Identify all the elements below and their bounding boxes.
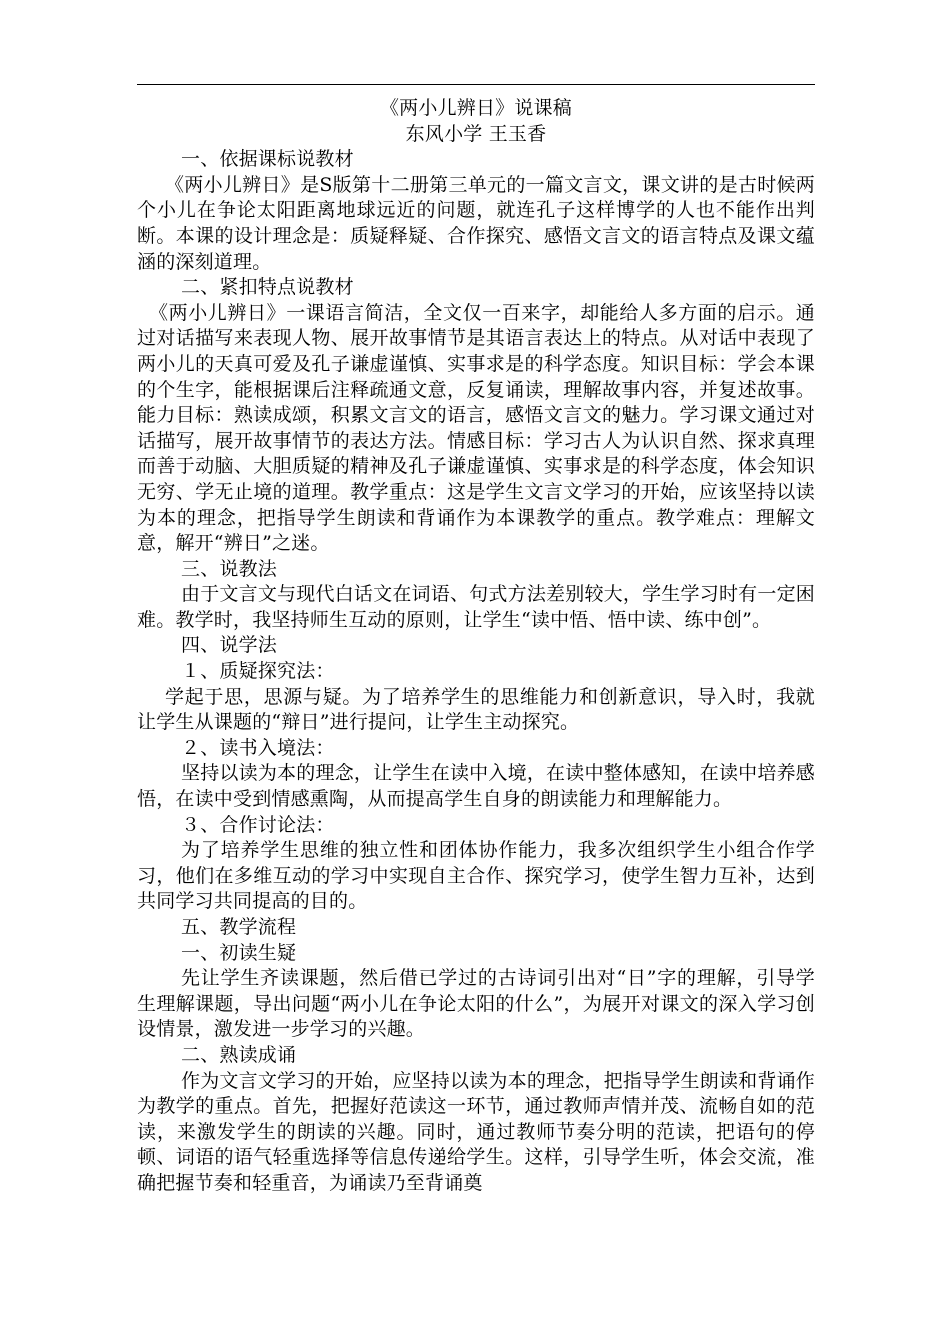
document-title: 《两小儿辨日》说课稿 [379,97,572,119]
paragraph: 《两小儿辨日》是S版第十二册第三单元的一篇文言文，课文讲的是古时候两个小儿在争论太阳距离地球远近的问题，就连孔子这样博学的人也不能作出判断。本课的设计理念是：质疑释疑、合作探究、感悟文言文的语言特点及课文蕴涵的深刻道理。 [137,173,815,273]
section-heading: 一、依据课标说教材 [181,148,354,171]
section-heading: 二、熟读成诵 [181,1043,297,1066]
paragraph: 由于文言文与现代白话文在词语、句式方法差别较大，学生学习时有一定困难。教学时，我坚持师生互动的原则，让学生“读中悟、悟中读、练中创”。 [137,583,815,631]
paragraph: 先让学生齐读课题，然后借已学过的古诗词引出对“日”字的理解，引导学生理解课题，导出问题“两小儿在争论太阳的什么”，为展开对课文的深入学习创设情景，激发进一步学习的兴趣。 [137,967,815,1041]
section-heading: 三、说教法 [181,557,278,580]
paragraph: 作为文言文学习的开始，应坚持以读为本的理念，把指导学生朗读和背诵作为教学的重点。首先，把握好范读这一环节，通过教师声情并茂、流畅自如的范读，来激发学生的朗读的兴趣。同时，通过教师节奏分明的范读，把语句的停顿、词语的语气轻重选择等信息传递给学生。这样，引导学生听，体会交流，准确把握节奏和轻重音，为诵读乃至背诵奠 [137,1069,815,1194]
section-heading: 五、教学流程 [181,916,297,938]
header-rule [137,84,815,85]
paragraph: 坚持以读为本的理念，让学生在读中入境，在读中整体感知，在读中培养感悟，在读中受到情感熏陶，从而提高学生自身的朗读能力和理解能力。 [137,762,815,811]
section-heading: 四、说学法 [181,634,278,657]
document-author: 东风小学 王玉香 [405,122,547,145]
subsection-heading: １、质疑探究法： [181,660,335,683]
paragraph: 《两小儿辨日》一课语言简洁，全文仅一百来字，却能给人多方面的启示。通过对话描写来表现人物、展开故事情节是其语言表达上的特点。从对话中表现了两小儿的天真可爱及孔子谦虚谨慎、实事求是的科学态度。知识目标：学会本课的个生字，能根据课后注释疏通文意，反复诵读，理解故事内容，并复述故事。能力目标：熟读成颂，积累文言文的语言，感悟文言文的魅力。学习课文通过对话描写，展开故事情节的表达方法。情感目标：学习古人为认识自然、探求真理而善于动脑、大胆质疑的精神及孔子谦虚谨慎、实事求是的科学态度，体会知识无穷、学无止境的道理。教学重点：这是学生文言文学习的开始，应该坚持以读为本的理念，把指导学生朗读和背诵作为本课教学的重点。教学难点：理解文意，解开“辨日”之迷。 [137,301,815,555]
subsection-heading: ３、合作讨论法： [181,813,335,836]
paragraph: 为了培养学生思维的独立性和团体协作能力，我多次组织学生小组合作学习，他们在多维互动的学习中实现自主合作、探究学习，使学生智力互补，达到共同学习共同提高的目的。 [137,839,815,913]
document-body [137,96,815,1197]
paragraph: 学起于思，思源与疑。为了培养学生的思维能力和创新意识，导入时，我就让学生从课题的“辩日”进行提问，让学生主动探究。 [137,685,815,734]
section-heading: 二、紧扣特点说教材 [181,276,354,299]
subsection-heading: ２、读书入境法： [181,736,335,759]
section-heading: 一、初读生疑 [181,941,297,964]
